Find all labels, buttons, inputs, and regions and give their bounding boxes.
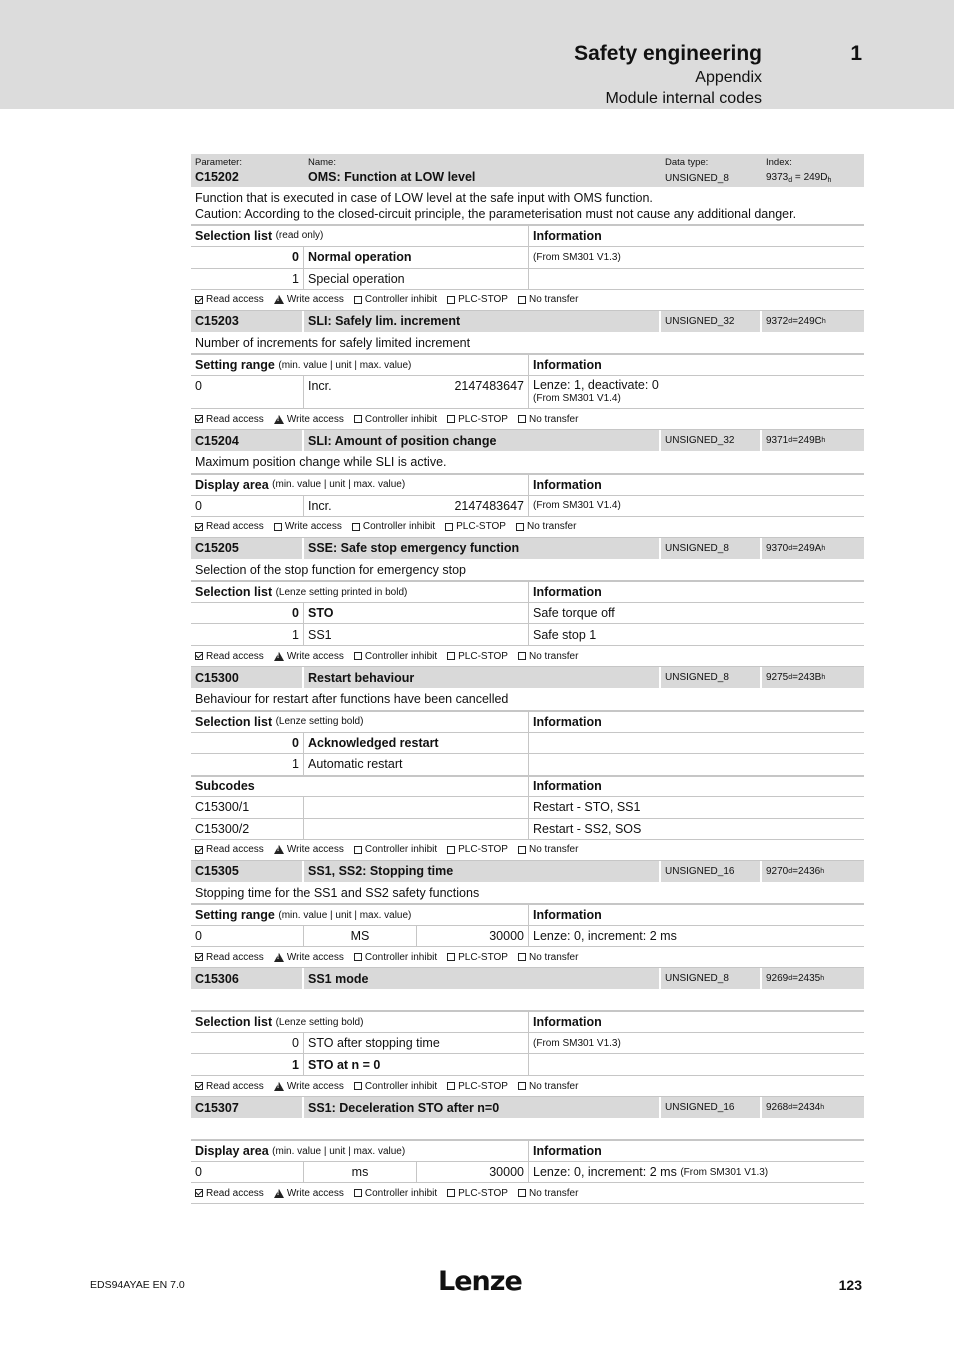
range-row <box>191 376 864 409</box>
param-title-row <box>191 1097 864 1119</box>
option-value: 0 <box>191 603 304 623</box>
param-code-cell <box>191 154 304 187</box>
warning-icon <box>274 1189 284 1198</box>
option-text: STO <box>304 603 529 623</box>
subcode-id: C15300/2 <box>191 819 304 839</box>
minmax-note: (min. value | unit | max. value) <box>272 1145 406 1157</box>
page-number: 123 <box>838 1277 862 1293</box>
information-label: Information <box>533 477 602 492</box>
subsection-title: Module internal codes <box>605 90 762 107</box>
unchecked-box-icon <box>516 523 524 531</box>
list-header-row <box>191 711 864 733</box>
unchecked-box-icon <box>518 296 526 304</box>
option-value: 0 <box>191 247 304 268</box>
option-value: 0 <box>191 733 304 753</box>
param-index: 9268 d = 2434 h <box>766 1102 825 1113</box>
param-dtype: UNSIGNED_32 <box>661 430 762 451</box>
range-unit: Incr. <box>308 498 332 513</box>
range-info: Lenze: 0, increment: 2 ms <box>533 929 677 943</box>
param-dtype: UNSIGNED_32 <box>661 311 762 332</box>
range-min: 0 <box>191 926 304 946</box>
unchecked-box-icon <box>447 296 455 304</box>
read-only-note: (read only) <box>275 230 324 242</box>
warning-icon <box>274 415 284 424</box>
option-info: Safe stop 1 <box>533 627 597 642</box>
checked-box-icon <box>195 1082 203 1090</box>
param-code: C15203 <box>191 311 304 332</box>
param-code: C15305 <box>191 861 304 882</box>
unchecked-box-icon <box>445 523 453 531</box>
subcode-row <box>191 797 864 819</box>
unchecked-box-icon <box>518 652 526 660</box>
range-max: 2147483647 <box>454 379 524 393</box>
unchecked-box-icon <box>354 953 362 961</box>
param-code: C15300 <box>191 667 304 688</box>
option-value: 1 <box>191 624 304 645</box>
param-title-row <box>191 311 864 333</box>
list-header-row <box>191 1011 864 1033</box>
desc-line: Caution: According to the closed-circuit principle, the parameterisation must not cause any additional danger. <box>195 206 797 221</box>
range-unit: MS <box>304 926 417 946</box>
option-text: Acknowledged restart <box>304 733 529 753</box>
name-label: Name: <box>308 157 336 168</box>
range-info: Lenze: 1, deactivate: 0 (From SM301 V1.4) <box>533 378 659 404</box>
lenze-note: (Lenze setting bold) <box>275 716 364 727</box>
range-header-row <box>191 474 864 496</box>
information-label: Information <box>533 358 602 372</box>
param-code: C15306 <box>191 968 304 989</box>
access-attributes: Read access Write access Controller inhibit PLC-STOP No transfer <box>191 517 864 538</box>
desc-line: Number of increments for safely limited increment <box>195 335 471 350</box>
list-item <box>191 247 864 269</box>
param-description <box>191 452 864 474</box>
subcode-info: Restart - STO, SS1 <box>533 800 641 814</box>
unchecked-box-icon <box>354 296 362 304</box>
option-text: Automatic restart <box>304 754 529 775</box>
param-description <box>191 883 864 905</box>
param-code: C15202 <box>195 170 239 184</box>
unchecked-box-icon <box>447 846 455 854</box>
param-name: SLI: Amount of position change <box>304 430 661 451</box>
parameter-label: Parameter: <box>195 157 242 168</box>
option-value: 0 <box>191 1033 304 1053</box>
param-description <box>191 689 864 711</box>
list-item <box>191 733 864 754</box>
minmax-note: (min. value | unit | max. value) <box>278 909 412 921</box>
checked-box-icon <box>195 415 203 423</box>
parameter-table <box>191 154 864 1204</box>
param-index: 9371 d = 249B h <box>766 435 826 446</box>
param-name: SS1: Deceleration STO after n=0 <box>304 1097 661 1118</box>
desc-line: Function that is executed in case of LOW level at the safe input with OMS function. <box>195 191 653 205</box>
subcode-row <box>191 819 864 840</box>
unchecked-box-icon <box>352 523 360 531</box>
chapter-number: 1 <box>850 42 862 65</box>
information-label: Information <box>533 1144 602 1158</box>
subcode-info: Restart - SS2, SOS <box>533 821 642 836</box>
display-area-label: Display area <box>195 1144 269 1158</box>
param-index: 9270 d = 2436 h <box>766 865 825 877</box>
param-name: SS1, SS2: Stopping time <box>304 861 661 882</box>
param-dtype: UNSIGNED_8 <box>665 173 729 184</box>
unchecked-box-icon <box>354 415 362 423</box>
param-index: $9373_d = 249D_h$ <box>766 172 832 184</box>
param-description <box>191 333 864 355</box>
checked-box-icon <box>195 1189 203 1197</box>
checked-box-icon <box>195 953 203 961</box>
information-label: Information <box>533 714 602 729</box>
param-name: SLI: Safely lim. increment <box>304 311 661 332</box>
range-row <box>191 926 864 947</box>
option-text: SS1 <box>304 624 529 645</box>
desc-line: Behaviour for restart after functions have been cancelled <box>195 692 509 707</box>
setting-range-label: Setting range <box>195 358 275 372</box>
param-title-row <box>191 430 864 452</box>
param-title-row <box>191 154 864 188</box>
param-title-row <box>191 861 864 883</box>
param-index: 9370 d = 249A h <box>766 542 826 554</box>
access-attributes: Read access ! Write access Controller inhibit PLC-STOP No transfer <box>191 947 864 968</box>
checked-box-icon <box>195 296 203 304</box>
option-text: STO at n = 0 <box>304 1054 529 1075</box>
unchecked-box-icon <box>518 1189 526 1197</box>
access-attributes: Read access ! Write access Controller inhibit PLC-STOP No transfer <box>191 290 864 311</box>
setting-range-label: Setting range <box>195 908 275 922</box>
unchecked-box-icon <box>447 1082 455 1090</box>
option-text: Normal operation <box>304 247 529 268</box>
subcodes-label: Subcodes <box>191 777 529 796</box>
option-value: 1 <box>191 269 304 289</box>
option-info: Safe torque off <box>533 606 615 620</box>
unchecked-box-icon <box>354 1082 362 1090</box>
option-text: Special operation <box>304 269 529 289</box>
information-label: Information <box>533 908 602 922</box>
section-title: Appendix <box>695 69 762 86</box>
warning-icon <box>274 652 284 661</box>
unchecked-box-icon <box>447 953 455 961</box>
lenze-note: (Lenze setting bold) <box>275 1016 364 1028</box>
minmax-note: (min. value | unit | max. value) <box>272 479 406 490</box>
information-label: Information <box>533 779 602 793</box>
range-min: 0 <box>191 496 304 516</box>
param-dtype: UNSIGNED_16 <box>661 1097 762 1118</box>
list-header-row <box>191 581 864 603</box>
param-code: C15204 <box>191 430 304 451</box>
desc-line: Stopping time for the SS1 and SS2 safety functions <box>195 885 480 900</box>
unchecked-box-icon <box>274 523 282 531</box>
range-header-row <box>191 904 864 926</box>
range-unit: Incr. <box>308 379 332 393</box>
subcode-id: C15300/1 <box>191 797 304 818</box>
selection-list-label: Selection list <box>195 585 273 599</box>
selection-list-label: Selection list <box>195 228 273 243</box>
param-name: Restart behaviour <box>304 667 661 688</box>
access-attributes: Read access ! Write access Controller inhibit PLC-STOP No transfer <box>191 1076 864 1097</box>
range-row <box>191 496 864 517</box>
list-item <box>191 603 864 624</box>
range-unit: ms <box>304 1162 417 1182</box>
param-dtype: UNSIGNED_16 <box>661 861 762 882</box>
list-header-row <box>191 225 864 247</box>
range-info: (From SM301 V1.4) <box>533 500 621 511</box>
document-id: EDS94AYAE EN 7.0 <box>90 1279 185 1291</box>
unchecked-box-icon <box>518 846 526 854</box>
list-item <box>191 624 864 646</box>
param-index: 9372 d = 249C h <box>766 315 826 327</box>
access-attributes: Read access ! Write access Controller inhibit PLC-STOP No transfer <box>191 840 864 861</box>
param-dtype: UNSIGNED_8 <box>661 538 762 559</box>
param-name-cell <box>304 154 661 187</box>
param-title-row <box>191 968 864 990</box>
unchecked-box-icon <box>518 953 526 961</box>
unchecked-box-icon <box>447 415 455 423</box>
lenze-logo: Lenze <box>438 1266 522 1297</box>
param-index: 9269 d = 2435 h <box>766 973 825 984</box>
access-attributes: Read access ! Write access Controller inhibit PLC-STOP No transfer <box>191 409 864 430</box>
range-max: 30000 <box>417 1162 529 1182</box>
unchecked-box-icon <box>518 1082 526 1090</box>
warning-icon <box>274 953 284 962</box>
selection-list-label: Selection list <box>195 714 273 729</box>
option-text: STO after stopping time <box>304 1033 529 1053</box>
unchecked-box-icon <box>447 652 455 660</box>
range-header-row <box>191 1140 864 1162</box>
warning-icon <box>274 295 284 304</box>
list-item <box>191 1033 864 1054</box>
param-dtype: UNSIGNED_8 <box>661 968 762 989</box>
list-item <box>191 269 864 290</box>
warning-icon <box>274 845 284 854</box>
unchecked-box-icon <box>354 652 362 660</box>
unchecked-box-icon <box>447 1189 455 1197</box>
unchecked-box-icon <box>354 846 362 854</box>
param-code: C15307 <box>191 1097 304 1118</box>
list-item <box>191 754 864 776</box>
lenze-note: (Lenze setting printed in bold) <box>275 586 408 598</box>
range-info: Lenze: 0, increment: 2 ms (From SM301 V1.3) <box>533 1165 769 1179</box>
information-label: Information <box>533 1015 602 1029</box>
range-row <box>191 1162 864 1183</box>
checked-box-icon <box>195 652 203 660</box>
list-item <box>191 1054 864 1076</box>
warning-icon <box>274 1082 284 1091</box>
option-value: 1 <box>191 754 304 775</box>
information-label: Information <box>533 585 602 599</box>
display-area-label: Display area <box>195 477 269 492</box>
page-title: Safety engineering <box>574 42 762 65</box>
index-label: Index: <box>766 157 792 168</box>
range-min: 0 <box>191 376 304 408</box>
unchecked-box-icon <box>354 1189 362 1197</box>
range-min: 0 <box>191 1162 304 1182</box>
param-dtype: UNSIGNED_8 <box>661 667 762 688</box>
param-name: SSE: Safe stop emergency function <box>304 538 661 559</box>
desc-line: Maximum position change while SLI is active. <box>195 455 447 470</box>
param-index: 9275 d = 243B h <box>766 672 826 683</box>
unchecked-box-icon <box>518 415 526 423</box>
param-dtype-cell <box>661 154 762 187</box>
desc-line: Selection of the stop function for emergency stop <box>195 562 466 577</box>
selection-list-label: Selection list <box>195 1015 273 1029</box>
information-label: Information <box>533 228 602 243</box>
access-attributes: Read access ! Write access Controller inhibit PLC-STOP No transfer <box>191 1183 864 1204</box>
data-type-label: Data type: <box>665 157 709 168</box>
range-header-row <box>191 354 864 376</box>
range-max: 2147483647 <box>454 498 524 513</box>
param-title-row <box>191 538 864 560</box>
subcodes-header-row <box>191 776 864 797</box>
checked-box-icon <box>195 846 203 854</box>
page-header <box>0 0 954 109</box>
param-description <box>191 1119 864 1140</box>
checked-box-icon <box>195 523 203 531</box>
param-title-row <box>191 667 864 689</box>
param-description <box>191 188 864 225</box>
option-info: (From SM301 V1.3) <box>533 1037 621 1049</box>
param-description <box>191 990 864 1011</box>
param-name: OMS: Function at LOW level <box>308 170 476 184</box>
param-name: SS1 mode <box>304 968 661 989</box>
option-value: 1 <box>191 1054 304 1075</box>
param-index-cell <box>762 154 864 187</box>
minmax-note: (min. value | unit | max. value) <box>278 359 412 371</box>
param-description <box>191 560 864 582</box>
param-code: C15205 <box>191 538 304 559</box>
option-info: (From SM301 V1.3) <box>533 251 621 263</box>
access-attributes: Read access ! Write access Controller inhibit PLC-STOP No transfer <box>191 646 864 667</box>
range-max: 30000 <box>417 926 529 946</box>
